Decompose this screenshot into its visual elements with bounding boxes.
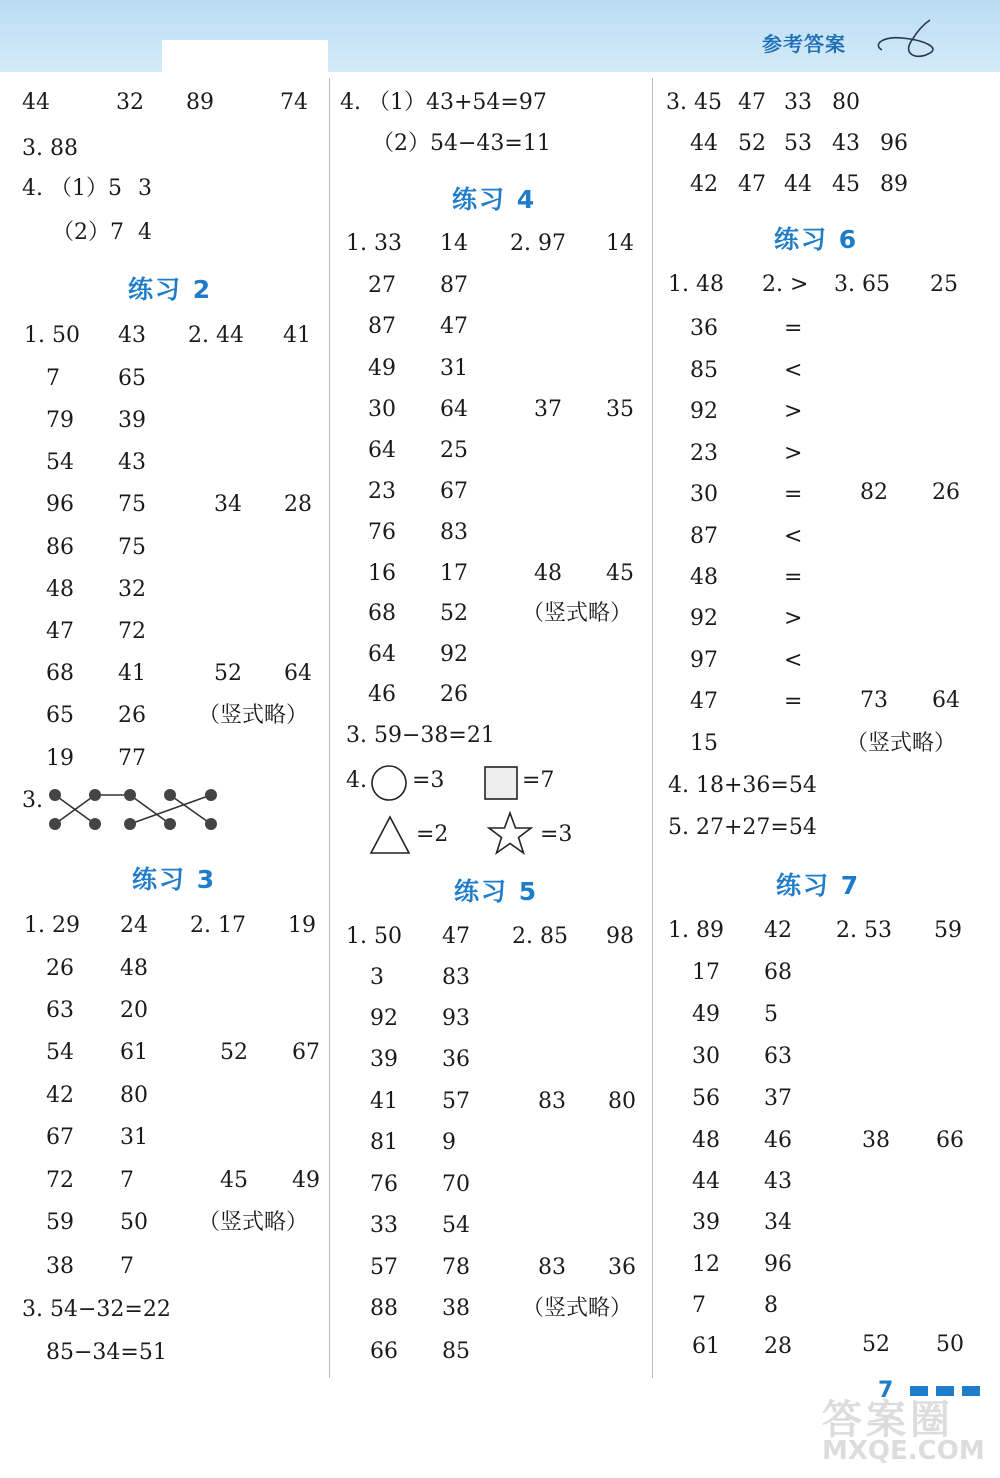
answer-text: 87 <box>368 314 396 339</box>
decorative-swirl-icon <box>872 14 944 66</box>
answer-text: 38 <box>442 1296 470 1321</box>
answer-text: （竖式略） <box>522 1296 633 1321</box>
answer-text: 92 <box>440 642 468 667</box>
answer-text: 41 <box>118 661 146 686</box>
answer-text: 31 <box>120 1125 148 1150</box>
answer-text: 54 <box>442 1213 470 1238</box>
answer-text: 26 <box>440 682 468 707</box>
answer-text: 93 <box>442 1006 470 1031</box>
answer-text: 52 <box>220 1040 248 1065</box>
answer-text: 49 <box>368 356 396 381</box>
answer-text: 4. （1）5 <box>22 176 122 201</box>
answer-text: 39 <box>370 1047 398 1072</box>
answer-text: 67 <box>292 1040 320 1065</box>
answer-text: 3. 54−32=22 <box>22 1297 171 1322</box>
answer-text: 65 <box>46 703 74 728</box>
answer-text: 86 <box>46 535 74 560</box>
answer-text: 47 <box>690 689 718 714</box>
section-heading: 练习 6 <box>774 225 859 254</box>
answer-text: 1. 50 <box>24 323 80 348</box>
answer-text: 74 <box>280 90 308 115</box>
answer-text: 75 <box>118 535 146 560</box>
answer-text: 37 <box>534 397 562 422</box>
answer-text: 87 <box>690 524 718 549</box>
answer-text: 33 <box>784 90 812 115</box>
answer-text: 3. 88 <box>22 136 78 161</box>
answer-text: 30 <box>368 397 396 422</box>
match-dot <box>164 789 176 801</box>
answer-text: 48 <box>46 577 74 602</box>
page-decor-bar <box>962 1386 980 1396</box>
star-shape-icon <box>486 810 534 856</box>
answer-text: 43 <box>832 131 860 156</box>
answer-text: 19 <box>288 913 316 938</box>
section-heading: 练习 7 <box>776 871 861 900</box>
answer-text: 76 <box>370 1172 398 1197</box>
answer-text: 49 <box>692 1002 720 1027</box>
circle-shape-icon <box>368 763 410 803</box>
answer-text: 53 <box>784 131 812 156</box>
answer-text: 44 <box>784 172 812 197</box>
square-shape-icon <box>483 765 521 801</box>
answer-text: 3 <box>370 965 384 990</box>
answer-text: 42 <box>690 172 718 197</box>
answer-text: 82 <box>860 480 888 505</box>
answer-text: 64 <box>284 661 312 686</box>
answer-text: 34 <box>764 1210 792 1235</box>
answer-text: 2. > <box>762 272 809 297</box>
answer-text: 68 <box>368 601 396 626</box>
answer-text: 38 <box>46 1254 74 1279</box>
page-header-band <box>0 0 1000 72</box>
answer-text: 68 <box>46 661 74 686</box>
answer-text: （竖式略） <box>198 1210 309 1235</box>
answer-text: 26 <box>932 480 960 505</box>
answer-text: 17 <box>440 561 468 586</box>
answer-text: 30 <box>690 482 718 507</box>
answer-text: 85−34=51 <box>46 1340 167 1365</box>
answer-text: 78 <box>442 1255 470 1280</box>
answer-text: 25 <box>440 438 468 463</box>
answer-text: 77 <box>118 746 146 771</box>
answer-text: 28 <box>284 492 312 517</box>
answer-text: 52 <box>862 1332 890 1357</box>
answer-text: 59 <box>934 918 962 943</box>
answer-text: 1. 29 <box>24 913 80 938</box>
answer-text: 66 <box>936 1128 964 1153</box>
answer-text: 89 <box>186 90 214 115</box>
answer-text: 3 <box>138 176 152 201</box>
answer-text: =2 <box>416 822 449 847</box>
answer-text: 80 <box>120 1083 148 1108</box>
answer-text: 85 <box>690 358 718 383</box>
answer-text: （竖式略） <box>522 601 633 626</box>
answer-text: 63 <box>46 998 74 1023</box>
answer-text: 83 <box>538 1255 566 1280</box>
answer-text: 92 <box>690 606 718 631</box>
answer-text: 89 <box>880 172 908 197</box>
match-dot <box>89 789 101 801</box>
answer-text: 5 <box>764 1002 778 1027</box>
answer-text: 68 <box>764 960 792 985</box>
answer-text: 65 <box>118 366 146 391</box>
answer-text: 81 <box>370 1130 398 1155</box>
answer-text: 92 <box>690 399 718 424</box>
answer-text: 44 <box>692 1169 720 1194</box>
answer-text: 30 <box>692 1044 720 1069</box>
answer-text: 45 <box>220 1168 248 1193</box>
answer-text: 42 <box>764 918 792 943</box>
answer-text: 9 <box>442 1130 456 1155</box>
answer-text: 80 <box>608 1089 636 1114</box>
answer-text: 41 <box>283 323 311 348</box>
answer-text: 83 <box>440 520 468 545</box>
answer-text: 12 <box>692 1252 720 1277</box>
answer-text: 2. 44 <box>188 323 244 348</box>
answer-text: 48 <box>120 956 148 981</box>
answer-text: 42 <box>46 1083 74 1108</box>
answer-text: 2. 53 <box>836 918 892 943</box>
match-dot <box>49 818 61 830</box>
answer-text: 23 <box>368 479 396 504</box>
answer-text: （竖式略） <box>846 731 957 756</box>
answer-text: 73 <box>860 688 888 713</box>
answer-text: 1. 33 <box>346 231 402 256</box>
match-dot <box>205 789 217 801</box>
header-tab <box>162 40 328 80</box>
match-dot <box>164 818 176 830</box>
match-dot <box>49 789 61 801</box>
answer-text: 45 <box>606 561 634 586</box>
answer-text: 14 <box>440 231 468 256</box>
answer-text: 96 <box>880 131 908 156</box>
answer-text: 48 <box>534 561 562 586</box>
answer-text: 23 <box>690 441 718 466</box>
answer-text: 64 <box>368 438 396 463</box>
page-number: 7 <box>878 1378 894 1403</box>
answer-text: 4 <box>138 220 152 245</box>
answer-text: 2. 85 <box>512 924 568 949</box>
answer-text: = <box>784 316 803 341</box>
answer-text: 26 <box>118 703 146 728</box>
answer-text: 46 <box>764 1128 792 1153</box>
answer-text: < <box>784 648 803 673</box>
answer-text: 20 <box>120 998 148 1023</box>
answer-text: 52 <box>214 661 242 686</box>
answer-text: 45 <box>832 172 860 197</box>
answer-text: 97 <box>690 648 718 673</box>
answer-text: 38 <box>862 1128 890 1153</box>
answer-text: 7 <box>692 1293 706 1318</box>
answer-text: < <box>784 524 803 549</box>
answer-text: 48 <box>692 1128 720 1153</box>
answer-text: =3 <box>540 822 573 847</box>
answer-text: 61 <box>692 1334 720 1359</box>
answer-text: 72 <box>46 1168 74 1193</box>
answer-text: 2. 97 <box>510 231 566 256</box>
answer-text: 5. 27+27=54 <box>668 815 817 840</box>
answer-text: 67 <box>440 479 468 504</box>
answer-text: 37 <box>764 1086 792 1111</box>
answer-text: =3 <box>412 768 445 793</box>
answer-text: 36 <box>442 1047 470 1072</box>
section-heading: 练习 5 <box>454 877 539 906</box>
answer-text: 57 <box>442 1089 470 1114</box>
answer-text: 50 <box>120 1210 148 1235</box>
answer-text: 33 <box>370 1213 398 1238</box>
answer-text: = <box>784 482 803 507</box>
answer-text: 52 <box>440 601 468 626</box>
column-divider <box>329 78 330 1378</box>
answer-text: = <box>784 689 803 714</box>
answer-text: 26 <box>46 956 74 981</box>
answer-text: 47 <box>440 314 468 339</box>
answer-text: 43 <box>118 450 146 475</box>
answer-text: 64 <box>932 688 960 713</box>
answer-text: 88 <box>370 1296 398 1321</box>
answer-text: 41 <box>370 1089 398 1114</box>
triangle-shape-icon <box>368 814 412 856</box>
answer-text: 7 <box>120 1168 134 1193</box>
answer-text: 47 <box>738 90 766 115</box>
answer-text: 36 <box>608 1255 636 1280</box>
column-divider <box>652 78 653 1378</box>
answer-text: （竖式略） <box>198 703 309 728</box>
answer-text: 43 <box>118 323 146 348</box>
answer-text: 27 <box>368 273 396 298</box>
watermark-text: MXQE.COM <box>822 1436 985 1466</box>
answer-text: 44 <box>690 131 718 156</box>
answer-text: 16 <box>368 561 396 586</box>
answer-text: 64 <box>368 642 396 667</box>
answer-text: 1. 48 <box>668 272 724 297</box>
answer-text: 39 <box>692 1210 720 1235</box>
answer-text: 48 <box>690 565 718 590</box>
answer-text: 4. （1）43+54=97 <box>340 90 547 115</box>
answer-text: 57 <box>370 1255 398 1280</box>
matching-diagram <box>44 784 224 834</box>
answer-text: > <box>784 606 803 631</box>
answer-text: （2）54−43=11 <box>372 131 551 156</box>
answer-text: > <box>784 399 803 424</box>
answer-text: 17 <box>692 960 720 985</box>
answer-text: 15 <box>690 731 718 756</box>
answer-text: 14 <box>606 231 634 256</box>
answer-text: 56 <box>692 1086 720 1111</box>
answer-text: 85 <box>442 1339 470 1364</box>
answer-text: =7 <box>522 768 555 793</box>
answer-text: 3. <box>22 788 43 813</box>
answer-text: 4. 18+36=54 <box>668 773 817 798</box>
answer-text: 24 <box>120 913 148 938</box>
answer-text: 31 <box>440 356 468 381</box>
answer-text: 76 <box>368 520 396 545</box>
answer-text: 8 <box>764 1293 778 1318</box>
answer-text: 83 <box>538 1089 566 1114</box>
answer-text: 67 <box>46 1125 74 1150</box>
answer-text: 2. 17 <box>190 913 246 938</box>
answer-text: 28 <box>764 1334 792 1359</box>
answer-text: 75 <box>118 492 146 517</box>
answer-text: 7 <box>120 1254 134 1279</box>
answer-text: 87 <box>440 273 468 298</box>
answer-text: 63 <box>764 1044 792 1069</box>
match-dot <box>89 818 101 830</box>
answer-text: 32 <box>116 90 144 115</box>
watermark-logo: 答案圈 <box>822 1397 954 1443</box>
answer-text: 25 <box>930 272 958 297</box>
answer-text: > <box>784 441 803 466</box>
answer-text: 7 <box>46 366 60 391</box>
answer-text: 61 <box>120 1040 148 1065</box>
answer-text: 70 <box>442 1172 470 1197</box>
answer-text: 96 <box>46 492 74 517</box>
answer-text: 47 <box>738 172 766 197</box>
answer-text: 4. <box>346 768 367 793</box>
answer-text: 66 <box>370 1339 398 1364</box>
answer-text: 35 <box>606 397 634 422</box>
header-title: 参考答案 <box>762 32 846 56</box>
answer-text: 49 <box>292 1168 320 1193</box>
match-dot <box>124 818 136 830</box>
answer-text: （2）7 <box>52 220 124 245</box>
answer-text: 50 <box>936 1332 964 1357</box>
answer-text: 83 <box>442 965 470 990</box>
section-heading: 练习 4 <box>452 185 537 214</box>
answer-text: 96 <box>764 1252 792 1277</box>
answer-text: 92 <box>370 1006 398 1031</box>
answer-text: 80 <box>832 90 860 115</box>
answer-text: 47 <box>46 619 74 644</box>
answer-text: 3. 59−38=21 <box>346 723 495 748</box>
answer-text: 59 <box>46 1210 74 1235</box>
answer-text: 34 <box>214 492 242 517</box>
match-dot <box>124 789 136 801</box>
section-heading: 练习 3 <box>132 865 217 894</box>
answer-text: 39 <box>118 408 146 433</box>
answer-text: 47 <box>442 924 470 949</box>
answer-text: 1. 50 <box>346 924 402 949</box>
answer-text: 46 <box>368 682 396 707</box>
answer-text: 72 <box>118 619 146 644</box>
answer-text: 44 <box>22 90 50 115</box>
answer-text: 43 <box>764 1169 792 1194</box>
answer-text: 79 <box>46 408 74 433</box>
answer-text: 36 <box>690 316 718 341</box>
answer-text: 54 <box>46 450 74 475</box>
answer-text: 54 <box>46 1040 74 1065</box>
match-dot <box>205 818 217 830</box>
answer-text: 64 <box>440 397 468 422</box>
section-heading: 练习 2 <box>128 275 213 304</box>
answer-text: 1. 89 <box>668 918 724 943</box>
answer-text: 3. 65 <box>834 272 890 297</box>
answer-text: 19 <box>46 746 74 771</box>
answer-text: 52 <box>738 131 766 156</box>
answer-text: 32 <box>118 577 146 602</box>
answer-text: < <box>784 358 803 383</box>
answer-text: = <box>784 565 803 590</box>
answer-text: 3. 45 <box>666 90 722 115</box>
answer-text: 98 <box>606 924 634 949</box>
